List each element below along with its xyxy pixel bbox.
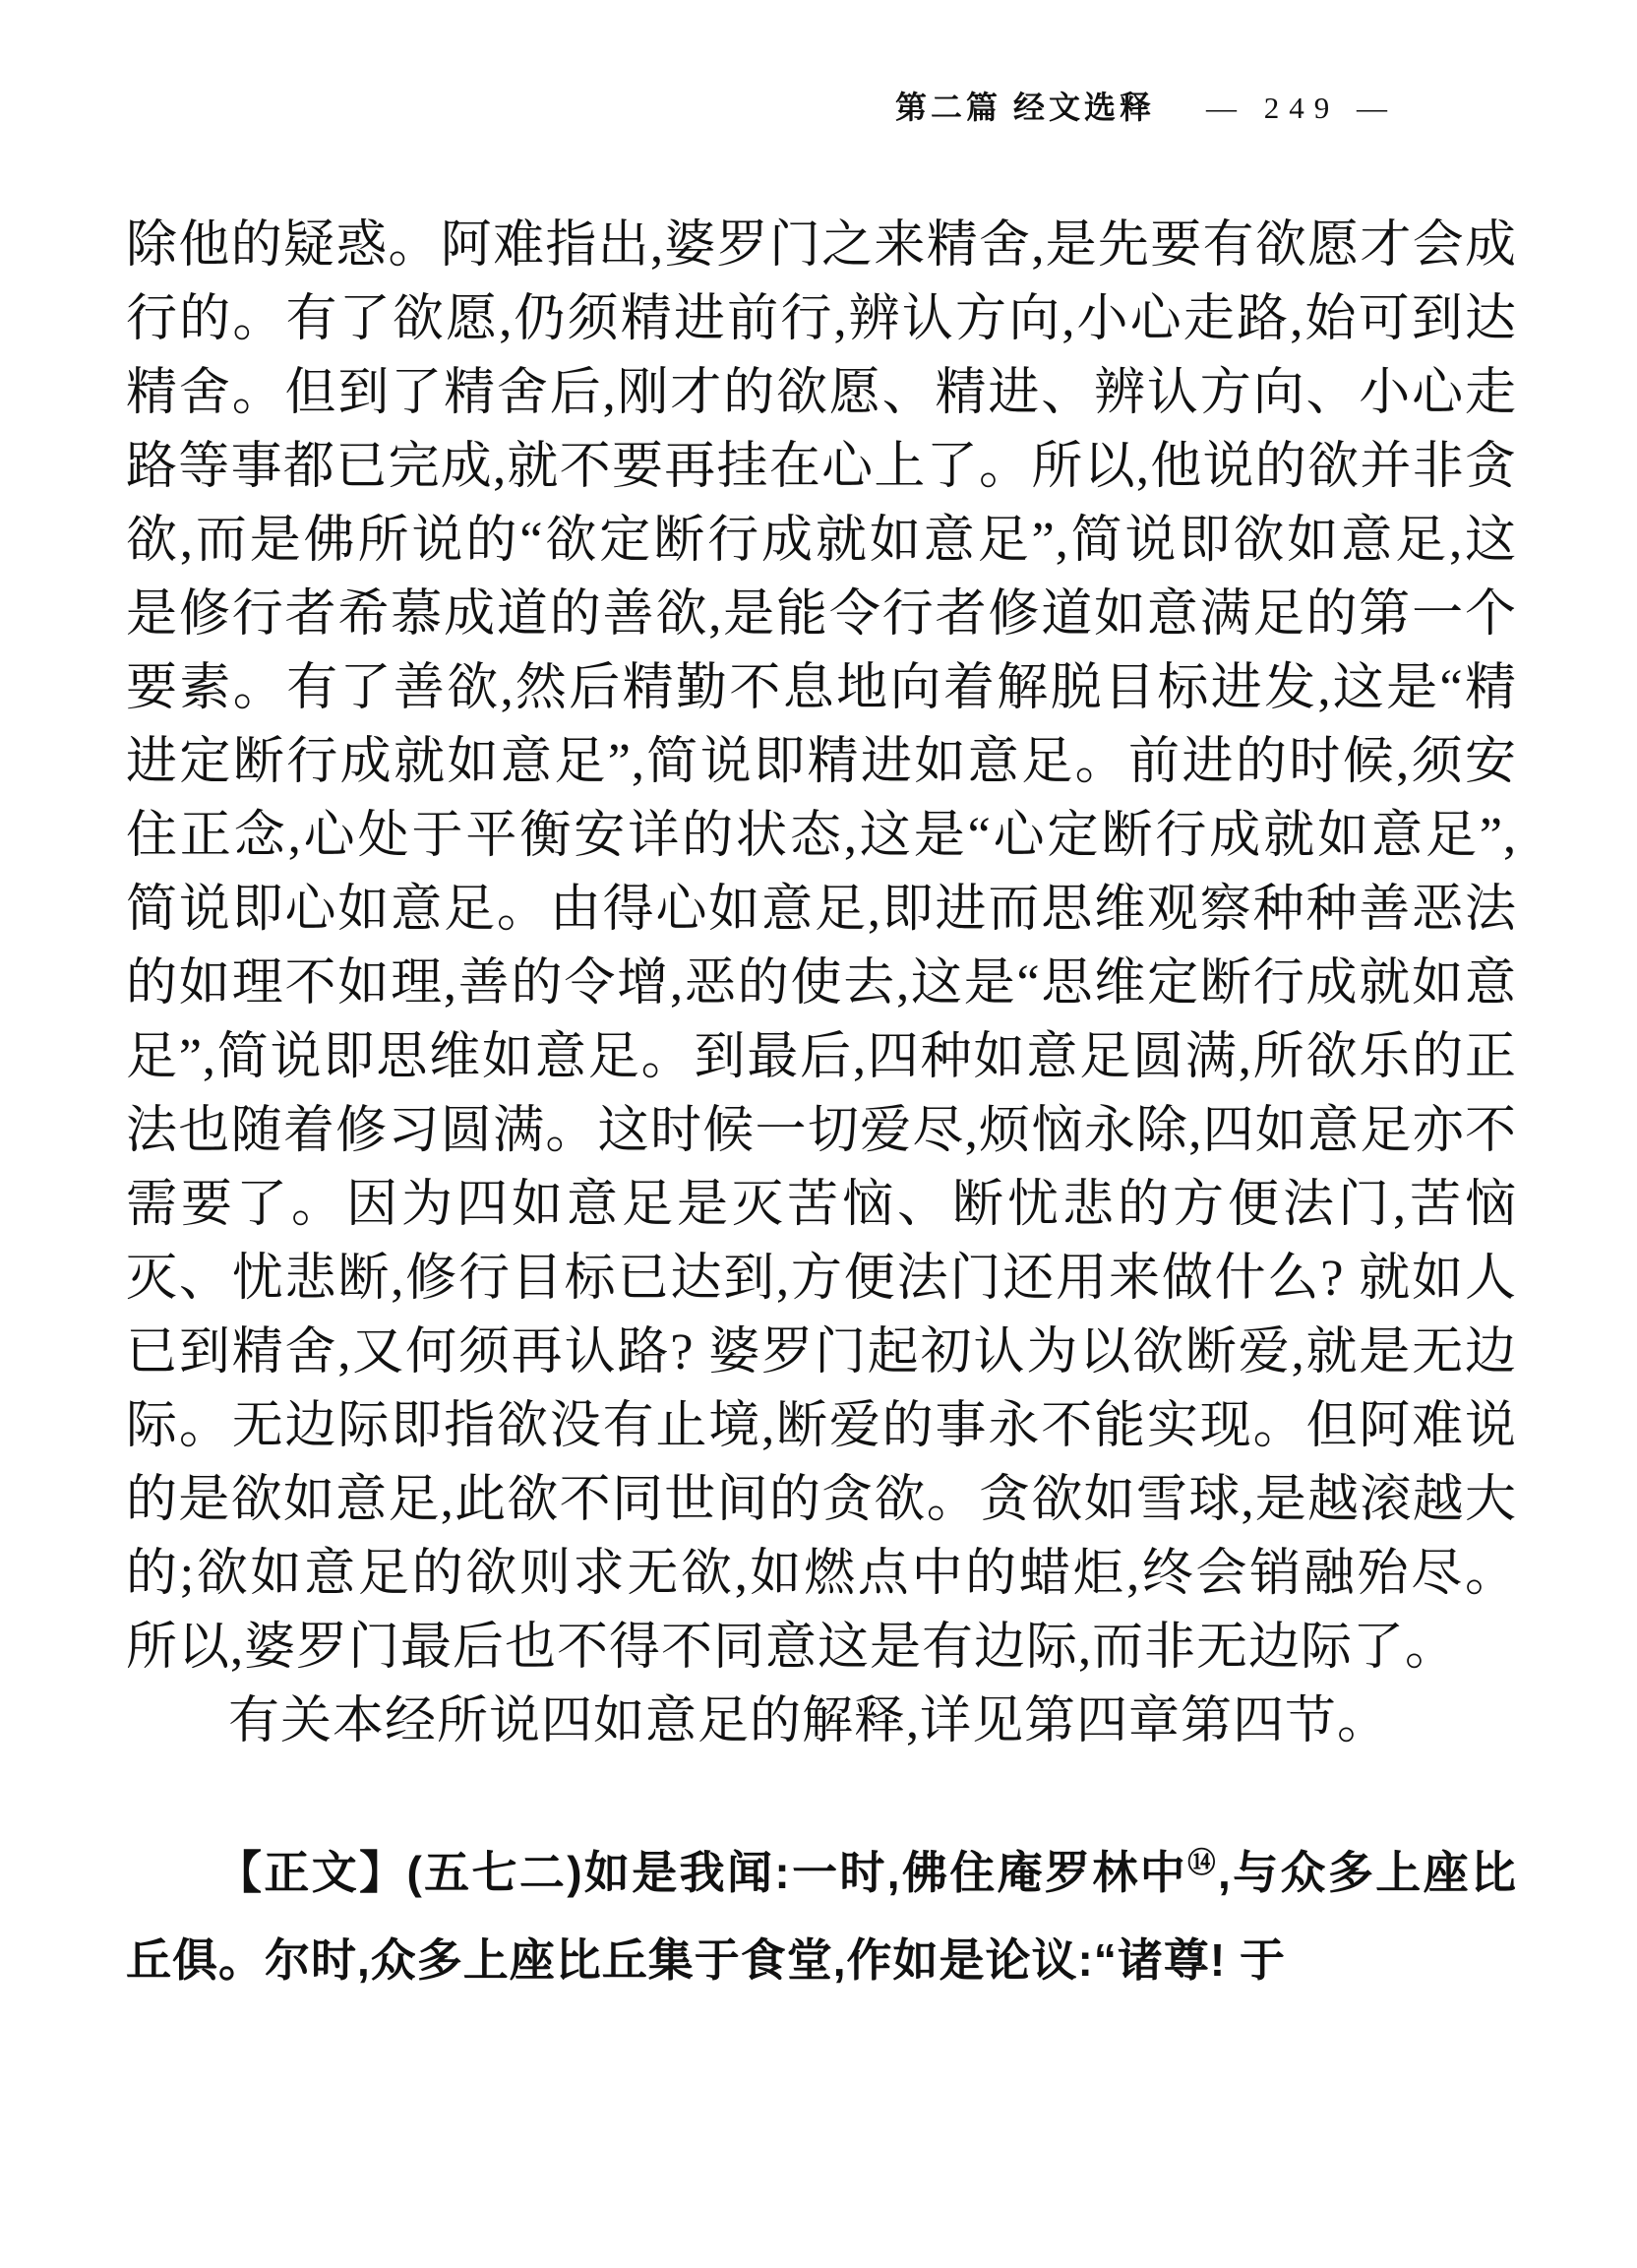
running-header	[895, 83, 1397, 128]
footnote-marker: ⑭	[1187, 1847, 1219, 1879]
header-section-title: 第二篇 经文选释	[894, 90, 1155, 125]
sutra-main-text-paragraph	[126, 1829, 1517, 2004]
commentary-paragraph: 除他的疑惑。阿难指出,婆罗门之来精舍,是先要有欲愿才会成行的。有了欲愿,仍须精进前行,辨认方向,小心走路,始可到达精舍。但到了精舍后,刚才的欲愿、精进、辨认方向、小心走路等事都已完成,就不要再挂在心上了。所以,他说的欲并非贪欲,而是佛所说的“欲定断行成就如意足”,简说即欲如意足,这是修行者希慕成道的善欲,是能令行者修道如意满足的第一个要素。有了善欲,然后精勤不息地向着解脱目标进发,这是“精进定断行成就如意足”,简说即精进如意足。前进的时候,须安住正念,心处于平衡安详的状态,这是“心定断行成就如意足”,简说即心如意足。由得心如意足,即进而思维观察种种善恶法的如理不如理,善的令增,恶的使去,这是“思维定断行成就如意足”,简说即思维如意足。到最后,四种如意足圆满,所欲乐的正法也随着修习圆满。这时候一切爱尽,烦恼永除,四如意足亦不需要了。因为四如意足是灭苦恼、断忧悲的方便法门,苦恼灭、忧悲断,修行目标已达到,方便法门还用来做什么? 就如人已到精舍,又何须再认路? 婆罗门起初认为以欲断爱,就是无边际。无边际即指欲没有止境,断爱的事永不能实现。但阿难说的是欲如意足,此欲不同世间的贪欲。贪欲如雪球,是越滚越大的;欲如意足的欲则求无欲,如燃点中的蜡炬,终会销融殆尽。所以,婆罗门最后也不得不同意这是有边际,而非无边际了。	[126, 217, 1517, 1676]
header-page-number: — 249 —	[1206, 91, 1397, 125]
reference-paragraph: 有关本经所说四如意足的解释,详见第四章第四节。	[228, 1693, 1390, 1749]
page-content	[126, 209, 1517, 2004]
sutra-text-part1: 【正文】(五七二)如是我闻:一时,佛住庵罗林中	[216, 1847, 1188, 1898]
sutra-text-part2: ,与众多上座比丘俱。尔时,众多上座比丘集于食堂,作如是论议:“诸尊! 于	[126, 1847, 1518, 1986]
